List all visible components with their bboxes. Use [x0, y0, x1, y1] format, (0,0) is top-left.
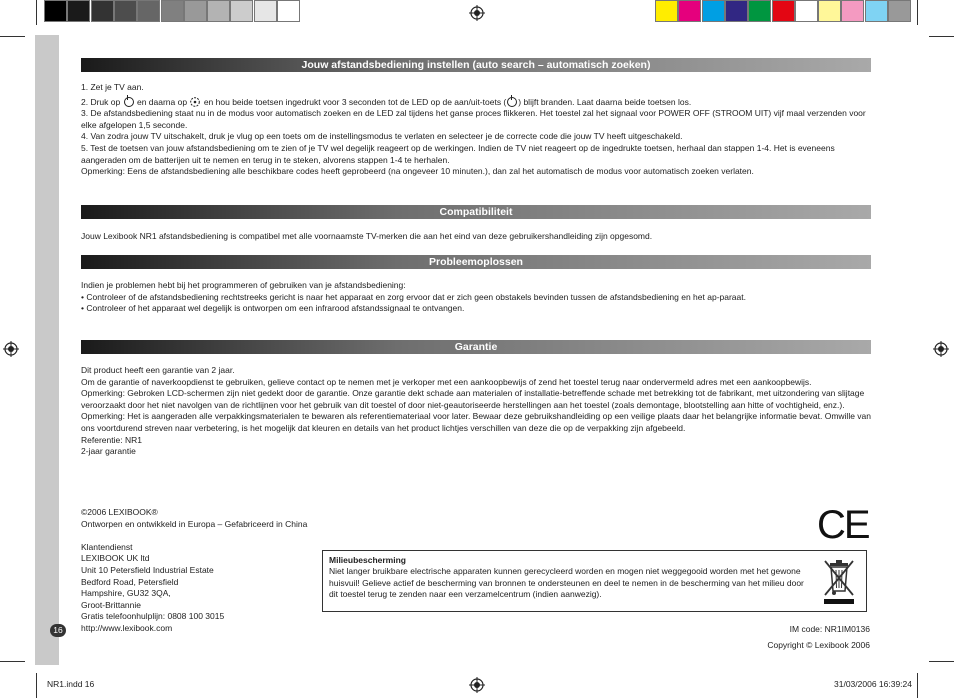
power-button-icon [124, 97, 134, 107]
language-sidebar [35, 35, 59, 665]
color-swatch [841, 0, 864, 22]
crop-mark [917, 673, 918, 698]
step-2 [81, 97, 871, 109]
registration-mark-icon [3, 341, 19, 357]
ce-mark-logo: CE [817, 503, 869, 547]
color-swatch [44, 0, 67, 22]
registration-mark-icon [469, 5, 485, 21]
crop-mark [929, 661, 954, 662]
section-header-setup: Jouw afstandsbediening instellen (auto search – automatisch zoeken) [81, 58, 871, 72]
color-swatch [91, 0, 114, 22]
copyright-lexibook: Copyright © Lexibook 2006 [767, 640, 870, 650]
power-button-icon [507, 97, 517, 107]
trouble-tip: • Controleer of de afstandsbediening rechtstreeks gericht is naar het apparaat en zorg ervoor dat er zich geen obstakels bevinden tussen de afstandsbediening en het ap-paraat. [81, 291, 746, 302]
color-swatch [67, 0, 90, 22]
step-1: 1. Zet je TV aan. [81, 82, 144, 92]
warranty-text [81, 365, 871, 458]
section-header-troubleshooting: Probleemoplossen [81, 255, 871, 269]
trouble-tip: • Controleer of het apparaat wel degelijk is ontworpen om een infrarood afstandssignaal te ontvangen. [81, 303, 465, 314]
color-swatch [207, 0, 230, 22]
color-swatch [772, 0, 795, 22]
page-number-badge: 16 [50, 624, 66, 637]
troubleshooting-text [81, 280, 871, 315]
registration-mark-icon [933, 341, 949, 357]
registration-mark-icon [469, 677, 485, 693]
crop-mark [36, 673, 37, 698]
step-4: 4. Van zodra jouw TV uitschakelt, druk je vlug op een toets om de instellingsmodus te verlaten en selecteer je de correcte code die jouw TV heeft uitgeschakeld. [81, 131, 683, 142]
color-swatch [277, 0, 300, 22]
address-line: Hampshire, GU32 3QA, [81, 588, 171, 599]
section-header-warranty: Garantie [81, 340, 871, 354]
warranty-line: Opmerking: Gebroken LCD-schermen zijn niet gedekt door de garantie. Onze garantie dekt schade aan materialen of installatie-betreffende schade met betrekking tot de fabrikant, met uitzondering van slijtage veroorzaakt door het niet navolgen van de richtlijnen voor het gebruik van dit toestel of door niet-geautoriseerde herstellingen aan het toestel (zoals demontage, blootstelling aan hitte of vochtigheid, enz.). [81, 388, 865, 410]
color-swatch [888, 0, 911, 22]
color-swatch [114, 0, 137, 22]
color-swatch [702, 0, 725, 22]
color-swatch [725, 0, 748, 22]
color-swatch [795, 0, 818, 22]
warranty-line: Dit product heeft een garantie van 2 jaar. [81, 365, 235, 375]
color-swatch [655, 0, 678, 22]
environment-title: Milieubescherming [329, 555, 406, 565]
crossed-bin-icon [821, 557, 857, 607]
step-3: 3. De afstandsbediening staat nu in de modus voor automatisch zoeken en de LED zal tijdens het ganse proces flikkeren. Het toestel zal het signaal voor POWER OFF (STROOM UIT) vijf maal verzenden voor elke afgelopen 1,5 seconde. [81, 108, 866, 130]
crop-mark [929, 36, 954, 37]
step-2-text: 2. Druk op [81, 96, 121, 107]
country-line: Groot-Brittannie [81, 599, 141, 610]
step-2-text: en hou beide toetsen ingedrukt voor 3 seconden tot de LED op de aan/uit-toets ( [203, 96, 507, 107]
customer-service-label: Klantendienst [81, 541, 133, 552]
crop-mark [917, 0, 918, 25]
color-swatch [184, 0, 207, 22]
color-swatch [161, 0, 184, 22]
designed-line: Ontworpen en ontwikkeld in Europa – Gefabriceerd in China [81, 518, 308, 529]
setup-note: Opmerking: Eens de afstandsbediening alle beschikbare codes heeft geprobeerd (na ongeveer 10 minuten.), dan zal het automatisch de modus voor automatisch zoeken verlaten. [81, 166, 754, 177]
color-swatch [865, 0, 888, 22]
address-line: Unit 10 Petersfield Industrial Estate [81, 564, 214, 575]
print-datetime: 31/03/2006 16:39:24 [834, 679, 912, 689]
color-swatch [678, 0, 701, 22]
print-file-info: NR1.indd 16 [47, 679, 95, 689]
phone-line: Gratis telefoonhulplijn: 0808 100 3015 [81, 611, 225, 622]
warranty-reference: Referentie: NR1 [81, 434, 142, 445]
step-2-text: ) blijft branden. Laat daarna beide toetsen los. [518, 96, 692, 107]
address-line: Bedford Road, Petersfield [81, 576, 179, 587]
step-5: 5. Test de toetsen van jouw afstandsbediening om te zien of je TV wel degelijk reageert op de werkingen. Indien de TV niet reageert op de ingedrukte toetsen, herhaal dan stappen 1-4. Het is eveneens aangeraden om de batterijen uit te nemen en terug in te steken, alvorens stappen 1-4 te herhalen. [81, 142, 835, 165]
environment-notice-box [322, 550, 867, 612]
trouble-intro: Indien je problemen hebt bij het programmeren of gebruiken van je afstandsbediening: [81, 280, 406, 290]
color-swatch [818, 0, 841, 22]
color-swatch [137, 0, 160, 22]
search-key-icon [190, 97, 200, 107]
warranty-line: Om de garantie of naverkoopdienst te gebruiken, gelieve contact op te nemen met je verkoper met een aankoopbewijs of zend het toestel terug naar ondervermeld adres met een aankoopbewijs. [81, 376, 812, 387]
website-link[interactable]: http://www.lexibook.com [81, 622, 173, 633]
im-code: IM code: NR1IM0136 [789, 624, 870, 634]
setup-instructions [81, 82, 871, 178]
crop-mark [0, 661, 25, 662]
compatibility-text: Jouw Lexibook NR1 afstandsbediening is compatibel met alle voornaamste TV-merken die aan het eind van deze gebruikershandleiding zijn opgesomd. [81, 231, 653, 241]
color-swatch [748, 0, 771, 22]
warranty-duration: 2-jaar garantie [81, 446, 136, 457]
crop-mark [36, 0, 37, 25]
crop-mark [0, 36, 25, 37]
color-swatch [230, 0, 253, 22]
environment-text: Niet langer bruikbare electrische apparaten kunnen gerecycleerd worden en mogen niet weggegooid worden met het gewone huisvuil! Gelieve actief de bescherming van bronnen te ondersteunen en deel te nemen in de bescherming van het milieu door dit toestel terug te zenden naar een verzamelcentrum (indien aanwezig). [329, 566, 804, 600]
copyright-line: ©2006 LEXIBOOK® [81, 507, 158, 517]
company-name: LEXIBOOK UK ltd [81, 553, 150, 564]
warranty-line: Opmerking: Het is aangeraden alle verpakkingsmaterialen te bewaren als referentiemateriaal voor later. Bewaar deze gebruikshandleiding op een veilige plaats daar het belangrijke informatie bevat. Omwille van ons voortdurend streven naar verbetering, is het mogelijk dat kleuren en details van het product lichtjes verschillen van deze die op de verpakking zijn afgebeeld. [81, 411, 871, 433]
step-2-text: en daarna op [136, 96, 188, 107]
section-header-compatibility: Compatibiliteit [81, 205, 871, 219]
color-swatch [254, 0, 277, 22]
